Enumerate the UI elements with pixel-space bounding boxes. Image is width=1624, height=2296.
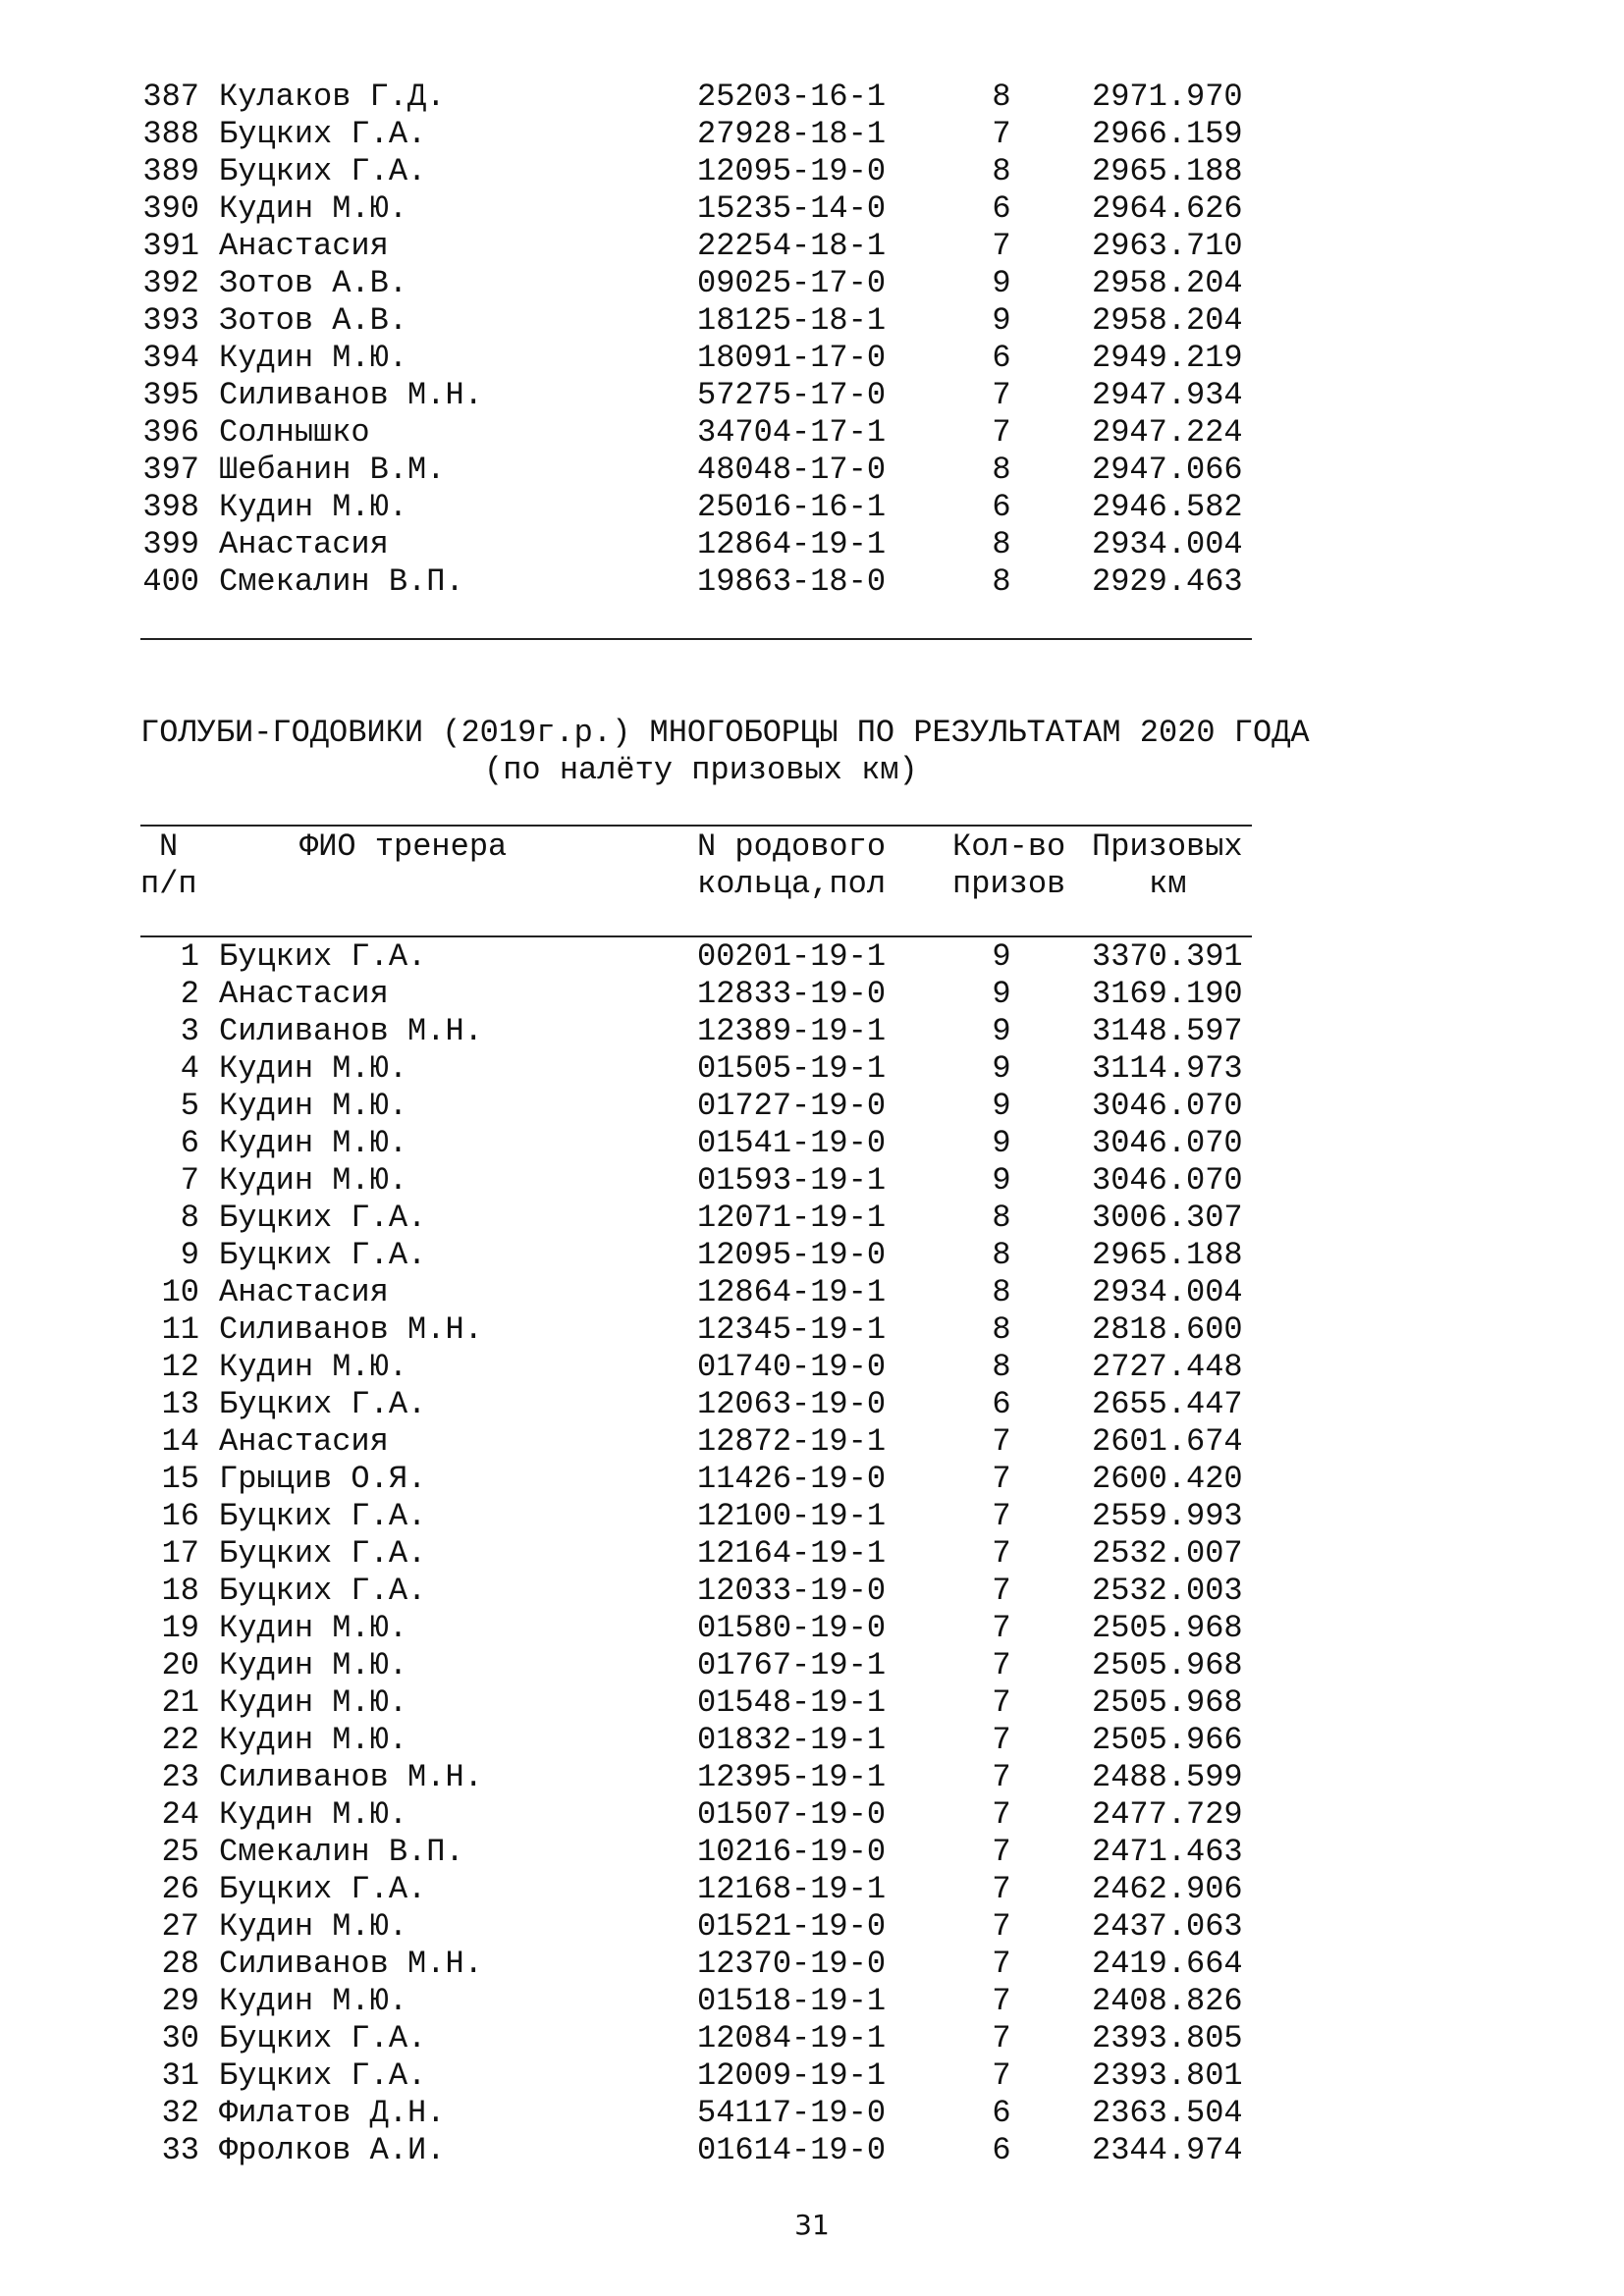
ring-number: 01727-19-0 — [697, 1088, 887, 1124]
prize-km: 3046.070 — [1092, 1125, 1243, 1161]
trainer-name: Грыцив О.Я. — [219, 1461, 427, 1497]
row-number: 3 — [180, 1013, 199, 1049]
prize-km: 2363.504 — [1092, 2095, 1243, 2131]
header-prizes-line2: призов — [952, 866, 1066, 902]
ring-number: 01505-19-1 — [697, 1050, 887, 1087]
prize-count: 9 — [992, 1050, 1011, 1087]
ring-number: 01521-19-0 — [697, 1908, 887, 1945]
prize-count: 9 — [992, 1088, 1011, 1124]
prize-km: 3370.391 — [1092, 938, 1243, 975]
row-number: 17 — [161, 1535, 199, 1572]
section-subtitle: (по налёту призовых км) — [484, 752, 918, 788]
prize-count: 7 — [992, 228, 1011, 264]
prize-count: 7 — [992, 1908, 1011, 1945]
prize-km: 2655.447 — [1092, 1386, 1243, 1422]
ring-number: 12063-19-0 — [697, 1386, 887, 1422]
table-row — [0, 1349, 1624, 1386]
table-row — [0, 1834, 1624, 1871]
table-row — [0, 1946, 1624, 1983]
prize-km: 2559.993 — [1092, 1498, 1243, 1534]
prize-count: 7 — [992, 1610, 1011, 1646]
prize-km: 3114.973 — [1092, 1050, 1243, 1087]
trainer-name: Силиванов М.Н. — [219, 377, 483, 413]
table-row — [0, 1050, 1624, 1088]
prize-km: 2393.801 — [1092, 2057, 1243, 2094]
trainer-name: Буцких Г.А. — [219, 1386, 427, 1422]
table-row — [0, 116, 1624, 153]
table-row — [0, 377, 1624, 414]
trainer-name: Анастасия — [219, 526, 389, 562]
prize-count: 7 — [992, 1871, 1011, 1907]
table-row — [0, 1162, 1624, 1200]
trainer-name: Шебанин В.М. — [219, 452, 446, 488]
ring-number: 01518-19-1 — [697, 1983, 887, 2019]
ring-number: 09025-17-0 — [697, 265, 887, 301]
row-number: 5 — [180, 1088, 199, 1124]
header-bottom-rule — [140, 935, 1252, 937]
row-number: 388 — [142, 116, 199, 152]
row-number: 23 — [161, 1759, 199, 1795]
trainer-name: Анастасия — [219, 228, 389, 264]
ring-number: 01541-19-0 — [697, 1125, 887, 1161]
header-top-rule — [140, 825, 1252, 827]
prize-count: 7 — [992, 1983, 1011, 2019]
prize-count: 7 — [992, 414, 1011, 451]
prize-km: 3169.190 — [1092, 976, 1243, 1012]
prize-km: 2963.710 — [1092, 228, 1243, 264]
trainer-name: Смекалин В.П. — [219, 1834, 464, 1870]
ring-number: 01507-19-0 — [697, 1796, 887, 1833]
trainer-name: Буцких Г.А. — [219, 1573, 427, 1609]
trainer-name: Кудин М.Ю. — [219, 1088, 408, 1124]
ring-number: 12864-19-1 — [697, 1274, 887, 1310]
row-number: 397 — [142, 452, 199, 488]
table-row — [0, 1311, 1624, 1349]
prize-km: 2600.420 — [1092, 1461, 1243, 1497]
prize-km: 2393.805 — [1092, 2020, 1243, 2056]
section-title: ГОЛУБИ-ГОДОВИКИ (2019г.р.) МНОГОБОРЦЫ ПО РЕЗУЛЬТАТАМ 2020 ГОДА — [140, 715, 1310, 751]
row-number: 4 — [180, 1050, 199, 1087]
prize-km: 2505.968 — [1092, 1610, 1243, 1646]
table-row — [0, 265, 1624, 302]
row-number: 396 — [142, 414, 199, 451]
prize-count: 7 — [992, 377, 1011, 413]
trainer-name: Зотов А.В. — [219, 302, 408, 339]
ring-number: 34704-17-1 — [697, 414, 887, 451]
prize-km: 2408.826 — [1092, 1983, 1243, 2019]
prize-count: 8 — [992, 1349, 1011, 1385]
row-number: 31 — [161, 2057, 199, 2094]
ring-number: 01832-19-1 — [697, 1722, 887, 1758]
prize-km: 2818.600 — [1092, 1311, 1243, 1348]
prize-count: 7 — [992, 2020, 1011, 2056]
header-ring-line2: кольца,пол — [697, 866, 887, 902]
row-number: 28 — [161, 1946, 199, 1982]
trainer-name: Кудин М.Ю. — [219, 1983, 408, 2019]
ring-number: 18125-18-1 — [697, 302, 887, 339]
ring-number: 12033-19-0 — [697, 1573, 887, 1609]
prize-km: 2965.188 — [1092, 1237, 1243, 1273]
row-number: 1 — [180, 938, 199, 975]
prize-count: 8 — [992, 1200, 1011, 1236]
prize-km: 3046.070 — [1092, 1162, 1243, 1199]
table-row — [0, 1908, 1624, 1946]
row-number: 6 — [180, 1125, 199, 1161]
row-number: 395 — [142, 377, 199, 413]
prize-count: 6 — [992, 1386, 1011, 1422]
prize-count: 7 — [992, 1573, 1011, 1609]
prize-count: 7 — [992, 1759, 1011, 1795]
prize-count: 7 — [992, 1423, 1011, 1460]
trainer-name: Кудин М.Ю. — [219, 1610, 408, 1646]
table-row — [0, 2095, 1624, 2132]
prize-km: 2344.974 — [1092, 2132, 1243, 2168]
prize-km: 2964.626 — [1092, 190, 1243, 227]
row-number: 32 — [161, 2095, 199, 2131]
trainer-name: Буцких Г.А. — [219, 1535, 427, 1572]
prize-km: 3046.070 — [1092, 1088, 1243, 1124]
trainer-name: Силиванов М.Н. — [219, 1311, 483, 1348]
row-number: 22 — [161, 1722, 199, 1758]
table-row — [0, 526, 1624, 563]
ring-number: 01548-19-1 — [697, 1684, 887, 1721]
table-row — [0, 1125, 1624, 1162]
prize-count: 8 — [992, 1274, 1011, 1310]
prize-km: 2437.063 — [1092, 1908, 1243, 1945]
prize-km: 2946.582 — [1092, 489, 1243, 525]
row-number: 24 — [161, 1796, 199, 1833]
ring-number: 12864-19-1 — [697, 526, 887, 562]
ring-number: 12095-19-0 — [697, 1237, 887, 1273]
row-number: 2 — [180, 976, 199, 1012]
row-number: 26 — [161, 1871, 199, 1907]
row-number: 30 — [161, 2020, 199, 2056]
ring-number: 57275-17-0 — [697, 377, 887, 413]
trainer-name: Кудин М.Ю. — [219, 190, 408, 227]
ring-number: 12009-19-1 — [697, 2057, 887, 2094]
prize-km: 2971.970 — [1092, 79, 1243, 115]
ring-number: 12833-19-0 — [697, 976, 887, 1012]
ring-number: 27928-18-1 — [697, 116, 887, 152]
row-number: 399 — [142, 526, 199, 562]
prize-km: 2934.004 — [1092, 526, 1243, 562]
row-number: 29 — [161, 1983, 199, 2019]
table-row — [0, 190, 1624, 228]
prize-km: 2949.219 — [1092, 340, 1243, 376]
table-row — [0, 153, 1624, 190]
row-number: 33 — [161, 2132, 199, 2168]
prize-count: 8 — [992, 1311, 1011, 1348]
row-number: 391 — [142, 228, 199, 264]
row-number: 20 — [161, 1647, 199, 1683]
row-number: 390 — [142, 190, 199, 227]
prize-km: 2477.729 — [1092, 1796, 1243, 1833]
trainer-name: Буцких Г.А. — [219, 2057, 427, 2094]
prize-km: 2929.463 — [1092, 563, 1243, 600]
header-km-line2: км — [1149, 866, 1187, 902]
row-number: 13 — [161, 1386, 199, 1422]
trainer-name: Анастасия — [219, 1274, 389, 1310]
table-row — [0, 1423, 1624, 1461]
prize-count: 7 — [992, 1722, 1011, 1758]
ring-number: 25203-16-1 — [697, 79, 887, 115]
trainer-name: Кудин М.Ю. — [219, 1125, 408, 1161]
prize-count: 9 — [992, 302, 1011, 339]
table-row — [0, 2020, 1624, 2057]
ring-number: 12100-19-1 — [697, 1498, 887, 1534]
trainer-name: Кудин М.Ю. — [219, 1349, 408, 1385]
ring-number: 01767-19-1 — [697, 1647, 887, 1683]
prize-km: 2965.188 — [1092, 153, 1243, 189]
prize-km: 2727.448 — [1092, 1349, 1243, 1385]
top-table-bottom-rule — [140, 638, 1252, 640]
table-row — [0, 489, 1624, 526]
ring-number: 01740-19-0 — [697, 1349, 887, 1385]
trainer-name: Кудин М.Ю. — [219, 1796, 408, 1833]
row-number: 16 — [161, 1498, 199, 1534]
ring-number: 12095-19-0 — [697, 153, 887, 189]
prize-count: 8 — [992, 563, 1011, 600]
trainer-name: Силиванов М.Н. — [219, 1759, 483, 1795]
trainer-name: Буцких Г.А. — [219, 1871, 427, 1907]
trainer-name: Кудин М.Ю. — [219, 489, 408, 525]
prize-km: 2505.968 — [1092, 1684, 1243, 1721]
table-row — [0, 1573, 1624, 1610]
trainer-name: Буцких Г.А. — [219, 1200, 427, 1236]
ring-number: 12071-19-1 — [697, 1200, 887, 1236]
prize-count: 8 — [992, 526, 1011, 562]
ring-number: 01614-19-0 — [697, 2132, 887, 2168]
row-number: 15 — [161, 1461, 199, 1497]
table-row — [0, 228, 1624, 265]
table-row — [0, 452, 1624, 489]
header-name: ФИО тренера — [299, 828, 508, 865]
prize-km: 2934.004 — [1092, 1274, 1243, 1310]
table-row — [0, 1386, 1624, 1423]
table-row — [0, 1647, 1624, 1684]
trainer-name: Солнышко — [219, 414, 370, 451]
prize-count: 6 — [992, 2095, 1011, 2131]
prize-count: 8 — [992, 79, 1011, 115]
trainer-name: Фролков А.И. — [219, 2132, 446, 2168]
trainer-name: Силиванов М.Н. — [219, 1946, 483, 1982]
row-number: 392 — [142, 265, 199, 301]
table-row — [0, 1684, 1624, 1722]
prize-count: 8 — [992, 153, 1011, 189]
table-row — [0, 1498, 1624, 1535]
prize-km: 2419.664 — [1092, 1946, 1243, 1982]
row-number: 7 — [180, 1162, 199, 1199]
prize-count: 7 — [992, 1684, 1011, 1721]
table-row — [0, 1796, 1624, 1834]
table-row — [0, 79, 1624, 116]
table-row — [0, 1610, 1624, 1647]
prize-count: 7 — [992, 1796, 1011, 1833]
table-row — [0, 2132, 1624, 2169]
prize-count: 7 — [992, 116, 1011, 152]
prize-km: 2505.968 — [1092, 1647, 1243, 1683]
table-row — [0, 976, 1624, 1013]
row-number: 398 — [142, 489, 199, 525]
prize-km: 2947.224 — [1092, 414, 1243, 451]
trainer-name: Кудин М.Ю. — [219, 1647, 408, 1683]
prize-count: 7 — [992, 1461, 1011, 1497]
ring-number: 48048-17-0 — [697, 452, 887, 488]
header-km-line1: Призовых — [1092, 828, 1243, 865]
ring-number: 12084-19-1 — [697, 2020, 887, 2056]
row-number: 19 — [161, 1610, 199, 1646]
ring-number: 12389-19-1 — [697, 1013, 887, 1049]
prize-km: 2601.674 — [1092, 1423, 1243, 1460]
ring-number: 22254-18-1 — [697, 228, 887, 264]
ring-number: 12395-19-1 — [697, 1759, 887, 1795]
prize-count: 7 — [992, 1647, 1011, 1683]
prize-km: 2505.966 — [1092, 1722, 1243, 1758]
table-row — [0, 340, 1624, 377]
row-number: 14 — [161, 1423, 199, 1460]
header-num-line2: п/п — [140, 866, 197, 902]
ring-number: 01580-19-0 — [697, 1610, 887, 1646]
prize-km: 2966.159 — [1092, 116, 1243, 152]
page-number: 31 — [794, 2209, 830, 2241]
prize-count: 7 — [992, 2057, 1011, 2094]
prize-count: 9 — [992, 265, 1011, 301]
ring-number: 15235-14-0 — [697, 190, 887, 227]
prize-km: 2947.066 — [1092, 452, 1243, 488]
ring-number: 11426-19-0 — [697, 1461, 887, 1497]
header-ring-line1: N родового — [697, 828, 887, 865]
prize-km: 2462.906 — [1092, 1871, 1243, 1907]
prize-count: 6 — [992, 190, 1011, 227]
prize-km: 2471.463 — [1092, 1834, 1243, 1870]
prize-count: 7 — [992, 1834, 1011, 1870]
prize-count: 9 — [992, 976, 1011, 1012]
table-row — [0, 1274, 1624, 1311]
prize-count: 8 — [992, 1237, 1011, 1273]
row-number: 18 — [161, 1573, 199, 1609]
prize-count: 7 — [992, 1498, 1011, 1534]
table-row — [0, 938, 1624, 976]
trainer-name: Кудин М.Ю. — [219, 1722, 408, 1758]
prize-count: 8 — [992, 452, 1011, 488]
row-number: 12 — [161, 1349, 199, 1385]
ring-number: 18091-17-0 — [697, 340, 887, 376]
trainer-name: Зотов А.В. — [219, 265, 408, 301]
ring-number: 01593-19-1 — [697, 1162, 887, 1199]
trainer-name: Кудин М.Ю. — [219, 1050, 408, 1087]
table-row — [0, 1013, 1624, 1050]
trainer-name: Кудин М.Ю. — [219, 1908, 408, 1945]
prize-count: 9 — [992, 938, 1011, 975]
prize-km: 3148.597 — [1092, 1013, 1243, 1049]
trainer-name: Силиванов М.Н. — [219, 1013, 483, 1049]
trainer-name: Анастасия — [219, 1423, 389, 1460]
header-num-line1: N — [159, 828, 179, 865]
prize-count: 9 — [992, 1125, 1011, 1161]
row-number: 8 — [180, 1200, 199, 1236]
row-number: 400 — [142, 563, 199, 600]
ring-number: 19863-18-0 — [697, 563, 887, 600]
trainer-name: Кулаков Г.Д. — [219, 79, 446, 115]
prize-km: 2958.204 — [1092, 302, 1243, 339]
trainer-name: Буцких Г.А. — [219, 1498, 427, 1534]
trainer-name: Анастасия — [219, 976, 389, 1012]
prize-km: 2532.003 — [1092, 1573, 1243, 1609]
trainer-name: Филатов Д.Н. — [219, 2095, 446, 2131]
prize-km: 2947.934 — [1092, 377, 1243, 413]
header-prizes-line1: Кол-во — [952, 828, 1066, 865]
row-number: 394 — [142, 340, 199, 376]
row-number: 11 — [161, 1311, 199, 1348]
row-number: 27 — [161, 1908, 199, 1945]
ring-number: 12345-19-1 — [697, 1311, 887, 1348]
table-row — [0, 1759, 1624, 1796]
table-row — [0, 1535, 1624, 1573]
row-number: 25 — [161, 1834, 199, 1870]
ring-number: 12164-19-1 — [697, 1535, 887, 1572]
trainer-name: Кудин М.Ю. — [219, 1684, 408, 1721]
trainer-name: Кудин М.Ю. — [219, 1162, 408, 1199]
table-row — [0, 1200, 1624, 1237]
row-number: 387 — [142, 79, 199, 115]
prize-count: 9 — [992, 1013, 1011, 1049]
prize-km: 3006.307 — [1092, 1200, 1243, 1236]
table-row — [0, 2057, 1624, 2095]
prize-count: 6 — [992, 340, 1011, 376]
ring-number: 12370-19-0 — [697, 1946, 887, 1982]
prize-count: 9 — [992, 1162, 1011, 1199]
prize-km: 2532.007 — [1092, 1535, 1243, 1572]
row-number: 10 — [161, 1274, 199, 1310]
row-number: 389 — [142, 153, 199, 189]
table-row — [0, 1088, 1624, 1125]
table-row — [0, 1722, 1624, 1759]
ring-number: 10216-19-0 — [697, 1834, 887, 1870]
table-row — [0, 1871, 1624, 1908]
prize-count: 6 — [992, 489, 1011, 525]
trainer-name: Буцких Г.А. — [219, 2020, 427, 2056]
ring-number: 12872-19-1 — [697, 1423, 887, 1460]
table-row — [0, 302, 1624, 340]
row-number: 393 — [142, 302, 199, 339]
trainer-name: Кудин М.Ю. — [219, 340, 408, 376]
trainer-name: Буцких Г.А. — [219, 1237, 427, 1273]
prize-count: 6 — [992, 2132, 1011, 2168]
ring-number: 12168-19-1 — [697, 1871, 887, 1907]
table-row — [0, 563, 1624, 601]
prize-km: 2958.204 — [1092, 265, 1243, 301]
trainer-name: Смекалин В.П. — [219, 563, 464, 600]
table-row — [0, 1983, 1624, 2020]
trainer-name: Буцких Г.А. — [219, 153, 427, 189]
trainer-name: Буцких Г.А. — [219, 938, 427, 975]
ring-number: 00201-19-1 — [697, 938, 887, 975]
prize-count: 7 — [992, 1946, 1011, 1982]
ring-number: 25016-16-1 — [697, 489, 887, 525]
prize-km: 2488.599 — [1092, 1759, 1243, 1795]
table-row — [0, 414, 1624, 452]
table-row — [0, 1237, 1624, 1274]
trainer-name: Буцких Г.А. — [219, 116, 427, 152]
row-number: 9 — [180, 1237, 199, 1273]
ring-number: 54117-19-0 — [697, 2095, 887, 2131]
table-row — [0, 1461, 1624, 1498]
prize-count: 7 — [992, 1535, 1011, 1572]
row-number: 21 — [161, 1684, 199, 1721]
